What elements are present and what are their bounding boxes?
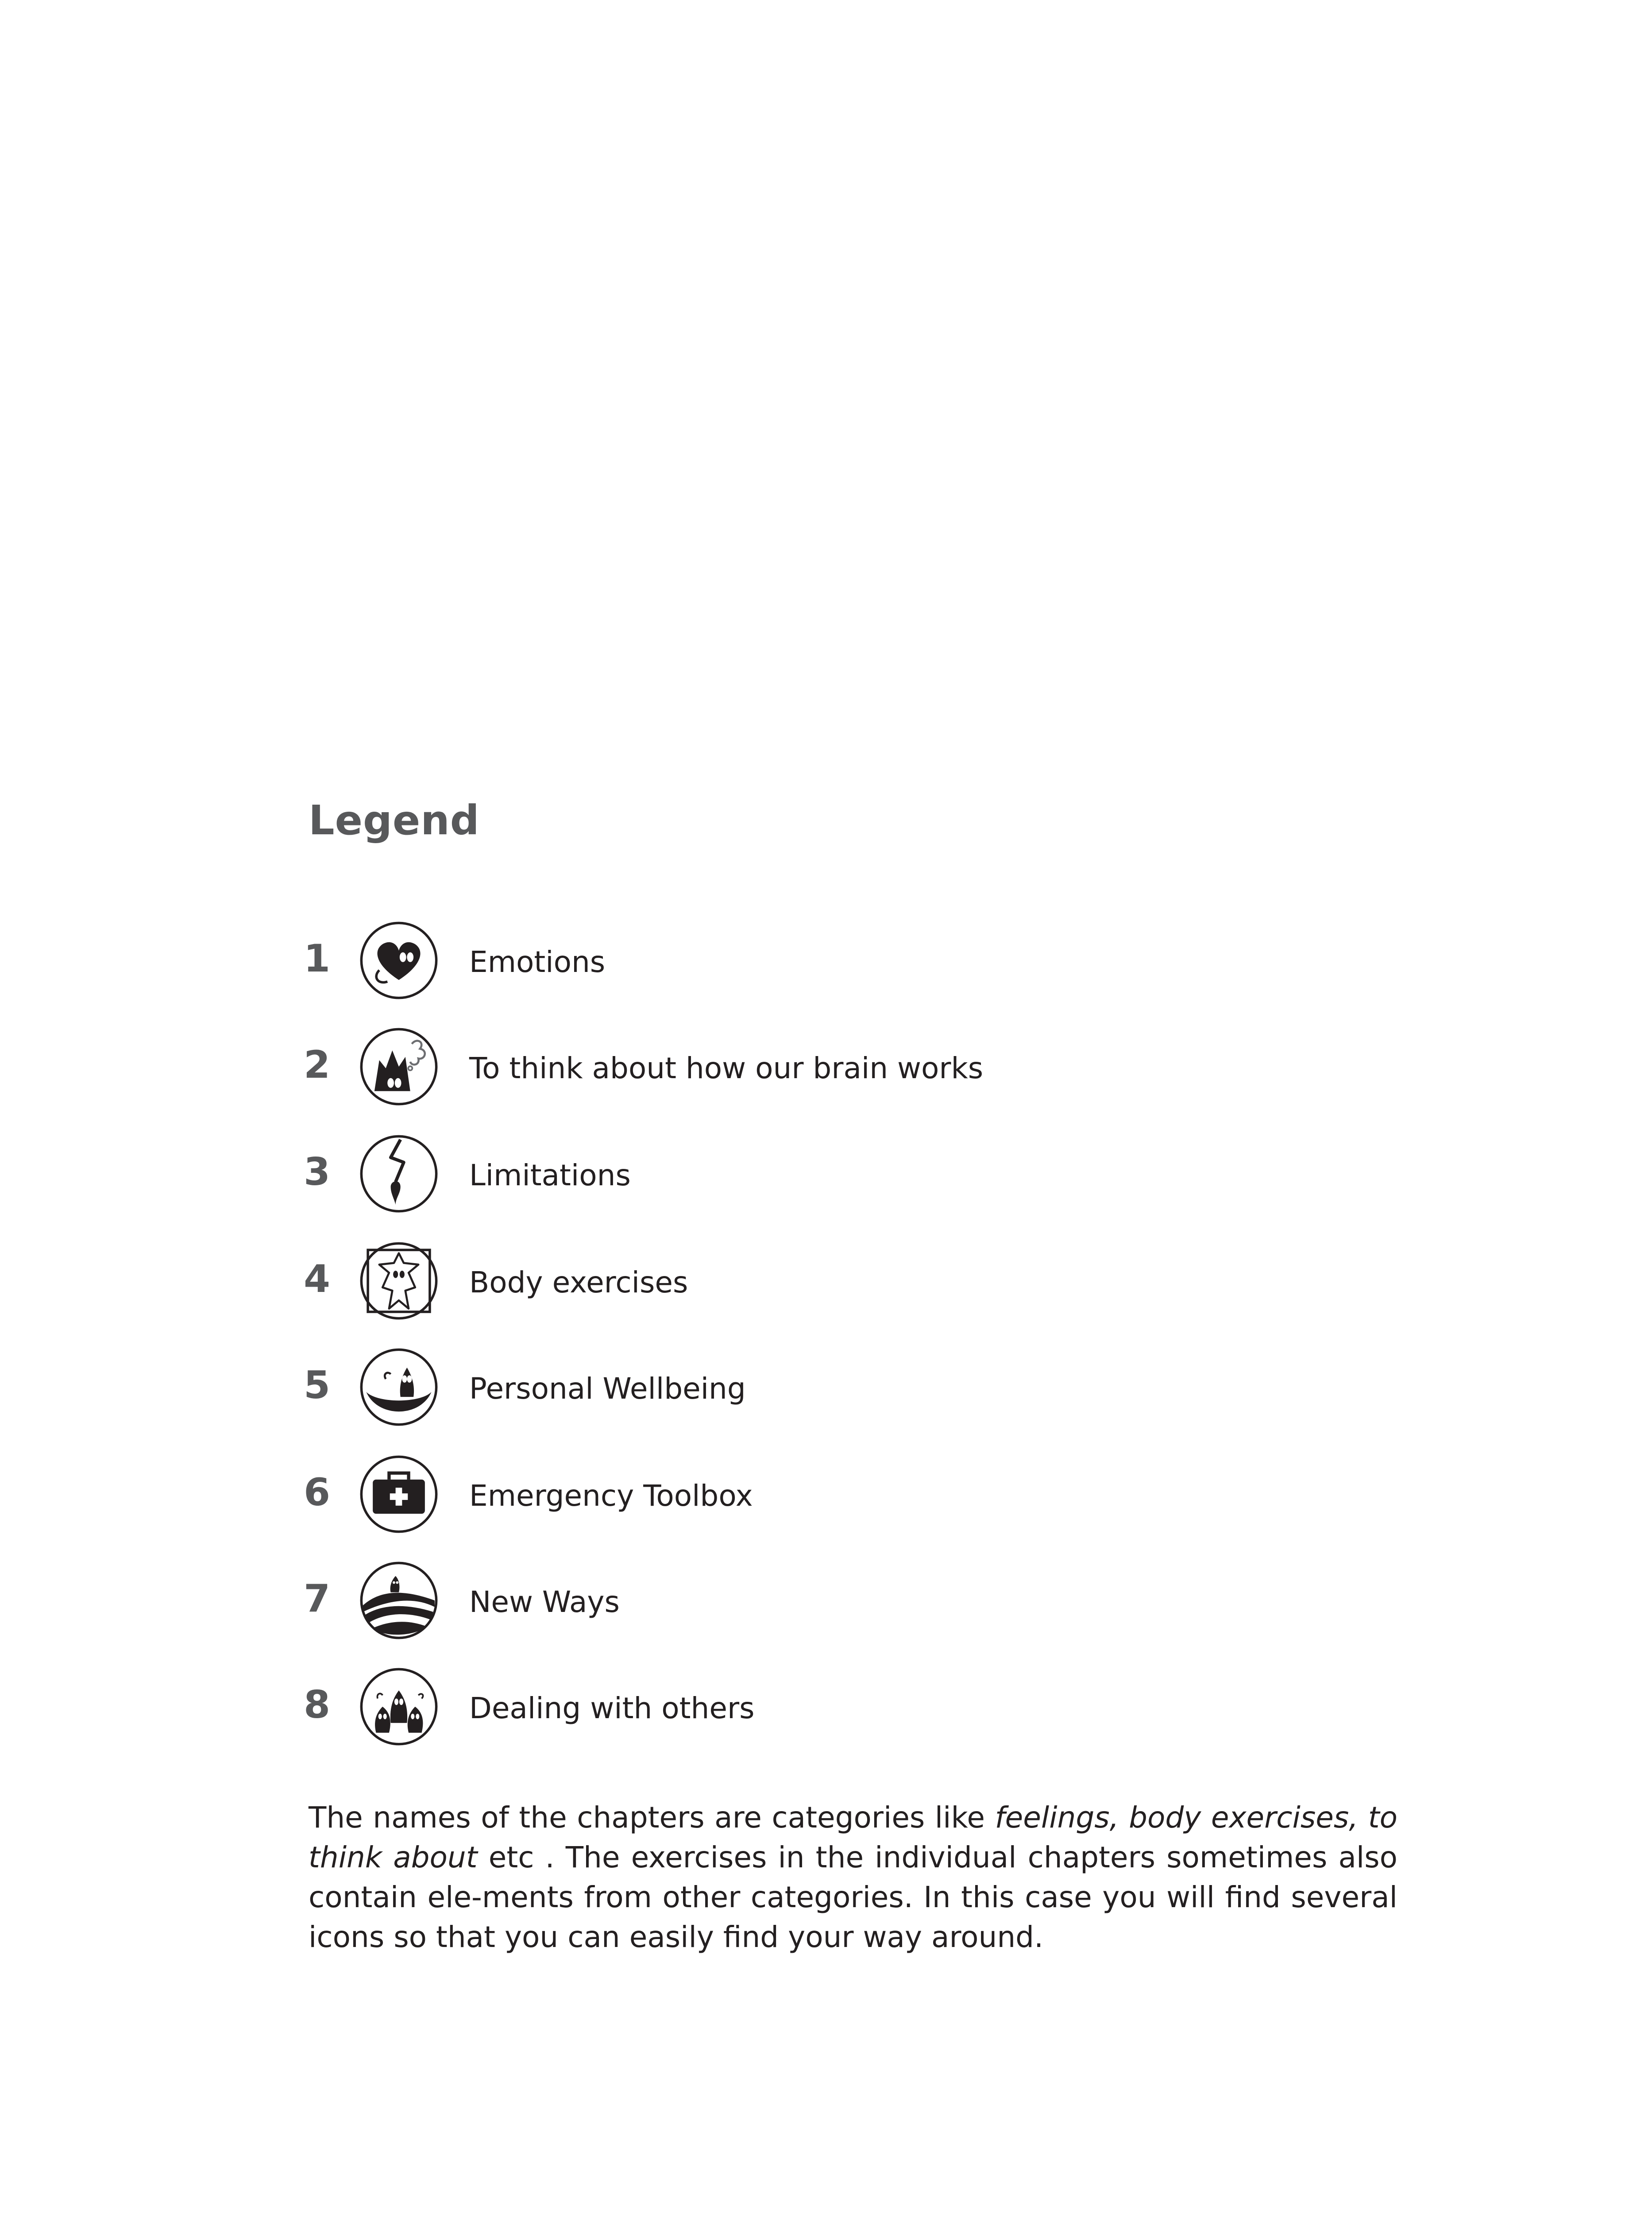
legend-number: 6 xyxy=(304,1470,330,1515)
heart-icon xyxy=(358,920,440,1001)
legend-item xyxy=(0,1666,1652,1750)
hammock-icon xyxy=(358,1346,440,1428)
legend-item xyxy=(0,1133,1652,1217)
legend-number: 5 xyxy=(304,1363,330,1407)
legend-number: 2 xyxy=(304,1043,330,1087)
legend-item xyxy=(0,1240,1652,1324)
lightning-bolt-icon xyxy=(358,1133,440,1214)
legend-label: Emergency Toolbox xyxy=(469,1479,753,1513)
legend-item xyxy=(0,920,1652,1004)
legend-number: 4 xyxy=(304,1257,330,1301)
legend-label: Body exercises xyxy=(469,1265,688,1299)
legend-label: Limitations xyxy=(469,1158,631,1192)
legend-label: New Ways xyxy=(469,1585,620,1619)
group-figures-icon xyxy=(358,1666,440,1747)
legend-label: Emotions xyxy=(469,945,606,979)
hills-path-icon xyxy=(358,1560,440,1641)
paragraph-emphasis: feelings, body exercises, to think about xyxy=(309,1800,1397,1874)
page-title: Legend xyxy=(309,797,480,844)
legend-number: 8 xyxy=(304,1683,330,1727)
legend-label: Dealing with others xyxy=(469,1691,755,1725)
brain-thinking-icon xyxy=(358,1026,440,1107)
paragraph-text: The names of the chapters are categories like xyxy=(309,1800,995,1835)
legend-item xyxy=(0,1346,1652,1430)
legend-label: To think about how our brain works xyxy=(469,1051,984,1085)
legend-item xyxy=(0,1453,1652,1538)
body-figure-icon xyxy=(358,1240,440,1322)
legend-item xyxy=(0,1026,1652,1110)
description-paragraph xyxy=(309,1798,1397,1957)
first-aid-kit-icon xyxy=(358,1453,440,1535)
legend-number: 3 xyxy=(304,1150,330,1194)
legend-number: 1 xyxy=(304,937,330,981)
legend-item xyxy=(0,1560,1652,1644)
paragraph-text: etc . The exercises in the individual chapters sometimes also contain ele-ments from other categories. In this case you will find several icons so that you can easily find your way around. xyxy=(309,1840,1397,1954)
legend-number: 7 xyxy=(304,1577,330,1621)
legend-label: Personal Wellbeing xyxy=(469,1372,746,1406)
